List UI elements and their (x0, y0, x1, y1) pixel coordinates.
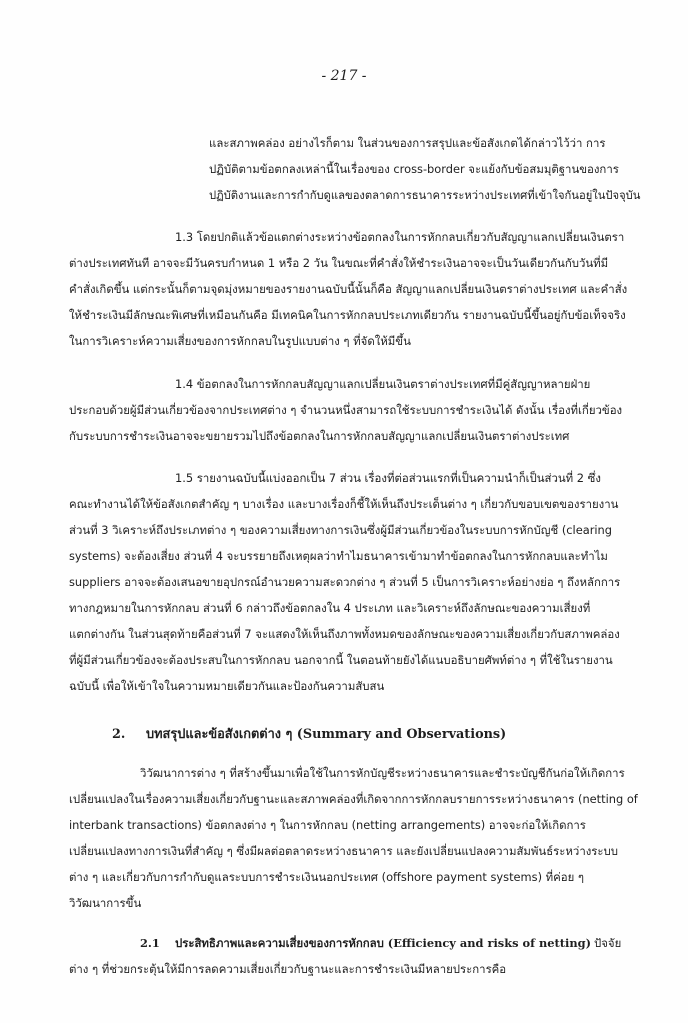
text-line: วิวัฒนาการขึ้น (69, 896, 142, 910)
text-line: คำสั่งเกิดขึ้น แต่กระนั้นก็ตามจุดมุ่งหมายของรายงานฉบับนี้นั้นก็คือ สัญญาแลกเปลี่ยนเงินตราต่างประเทศ และคำสั่ง (69, 282, 628, 296)
text-line: ปฏิบัติงานและการกำกับดูแลของตลาดการธนาคารระหว่างประเทศที่เข้าใจกันอยู่ในปัจจุบัน (209, 188, 641, 202)
text-line: ฉบับนี้ เพื่อให้เข้าใจในความหมายเดียวกันและป้องกันความสับสน (69, 679, 385, 693)
paragraph-1-3-first-line: 1.3 โดยปกติแล้วข้อแตกต่างระหว่างข้อตกลงในการหักกลบเกี่ยวกับสัญญาแลกเปลี่ยนเงินตรา (175, 230, 625, 244)
text-line: ส่วนที่ 3 วิเคราะห์ถึงประเภทต่าง ๆ ของความเสี่ยงทางการเงินซึ่งผู้มีส่วนเกี่ยวข้องในระบบการหักบัญชี (clearing (69, 523, 613, 537)
paragraph-1-4-first-line: 1.4 ข้อตกลงในการหักกลบสัญญาแลกเปลี่ยนเงินตราต่างประเทศที่มีคู่สัญญาหลายฝ่าย (175, 377, 591, 391)
text-line: เปลี่ยนแปลงทางการเงินที่สำคัญ ๆ ซึ่งมีผลต่อตลาดระหว่างธนาคาร และยังเปลี่ยนแปลงความสัมพันธ์ระหว่างระบบ (69, 844, 618, 858)
text-line: แตกต่างกัน ในส่วนสุดท้ายคือส่วนที่ 7 จะแสดงให้เห็นถึงภาพทั้งหมดของลักษณะของความเสี่ยงเกี่ยวกับสภาพคล่อง (69, 627, 620, 641)
subsection-2-1-trailing-text: ปัจจัย (594, 936, 622, 950)
text-line: ให้ชำระเงินมีลักษณะพิเศษที่เหมือนกันคือ มีเทคนิคในการหักกลบประเภทเดียวกัน รายงานฉบับนี้ขึ้นอยู่กับข้อเท็จจริง (69, 308, 626, 322)
text-line: ปฏิบัติตามข้อตกลงเหล่านี้ในเรื่องของ cross-border จะแย้งกับข้อสมมุติฐานของการ (209, 162, 619, 176)
section-2-title: บทสรุปและข้อสังเกตต่าง ๆ (Summary and Observations) (146, 727, 507, 742)
text-line: ต่าง ๆ ที่ช่วยกระตุ้นให้มีการลดความเสี่ยงเกี่ยวกับฐานะและการชำระเงินมีหลายประการคือ (69, 962, 507, 976)
text-line: systems) จะต้องเสี่ยง ส่วนที่ 4 จะบรรยายถึงเหตุผลว่าทำไมธนาคารเข้ามาทำข้อตกลงในการหักกลบและทำไม (69, 549, 608, 563)
text-line: คณะทำงานได้ให้ข้อสังเกตสำคัญ ๆ บางเรื่อง และบางเรื่องก็ชี้ให้เห็นถึงประเด็นต่าง ๆ เกี่ยวกับขอบเขตของรายงาน (69, 497, 619, 511)
text-line: ในการวิเคราะห์ความเสี่ยงของการหักกลบในรูปแบบต่าง ๆ ที่จัดให้มีขึ้น (69, 334, 411, 348)
text-line: ทางกฎหมายในการหักกลบ ส่วนที่ 6 กล่าวถึงข้อตกลงใน 4 ประเภท และวิเคราะห์ถึงลักษณะของความเสี่ยงที่ (69, 601, 591, 615)
text-line: ต่าง ๆ และเกี่ยวกับการกำกับดูแลระบบการชำระเงินนอกประเทศ (offshore payment systems) ที่ค่อย ๆ (69, 870, 585, 884)
text-line: ต่างประเทศทันที อาจจะมีวันครบกำหนด 1 หรือ 2 วัน ในขณะที่คำสั่งให้ชำระเงินอาจจะเป็นวันเดียวกันกับวันที่มี (69, 256, 609, 270)
page-number: - 217 - (321, 68, 367, 84)
text-line: suppliers อาจจะต้องเสนอขายอุปกรณ์อำนวยความสะดวกต่าง ๆ ส่วนที่ 5 เป็นการวิเคราะห์อย่างย่อ ๆ ถึงหลักการ (69, 575, 621, 589)
text-line: ประกอบด้วยผู้มีส่วนเกี่ยวข้องจากประเทศต่าง ๆ จำนวนหนึ่งสามารถใช้ระบบการชำระเงินได้ ดังนั้น เรื่องที่เกี่ยวข้อง (69, 403, 623, 417)
text-line: กับระบบการชำระเงินอาจจะขยายรวมไปถึงข้อตกลงในการหักกลบสัญญาแลกเปลี่ยนเงินตราต่างประเทศ (69, 429, 570, 443)
text-line: เปลี่ยนแปลงในเรื่องความเสี่ยงเกี่ยวกับฐานะและสภาพคล่องที่เกิดจากการหักกลบรายการระหว่างธนาคาร (netting of (69, 792, 638, 806)
subsection-2-1-title: ประสิทธิภาพและความเสี่ยงของการหักกลบ (Efficiency and risks of netting) (175, 936, 591, 950)
paragraph-2-first-line: วิวัฒนาการต่าง ๆ ที่สร้างขึ้นมาเพื่อใช้ในการหักบัญชีระหว่างธนาคารและชำระบัญชีกันก่อให้เกิดการ (140, 766, 625, 780)
text-line: และสภาพคล่อง อย่างไรก็ตาม ในส่วนของการสรุปและข้อสังเกตได้กล่าวไว้ว่า การ (209, 136, 606, 150)
paragraph-1-5-first-line: 1.5 รายงานฉบับนี้แบ่งออกเป็น 7 ส่วน เรื่องที่ต่อส่วนแรกที่เป็นความนำก็เป็นส่วนที่ 2 ซึ่ง (175, 471, 601, 485)
section-2-number: 2. (112, 727, 126, 742)
text-line: interbank transactions) ข้อตกลงต่าง ๆ ในการหักกลบ (netting arrangements) อาจจะก่อให้เกิดการ (69, 818, 586, 832)
subsection-2-1-number: 2.1 (140, 936, 160, 950)
text-line: ที่ผู้มีส่วนเกี่ยวข้องจะต้องประสบในการหักกลบ นอกจากนี้ ในตอนท้ายยังได้แนบอธิบายศัพท์ต่าง ๆ ที่ใช้ในรายงาน (69, 653, 613, 667)
